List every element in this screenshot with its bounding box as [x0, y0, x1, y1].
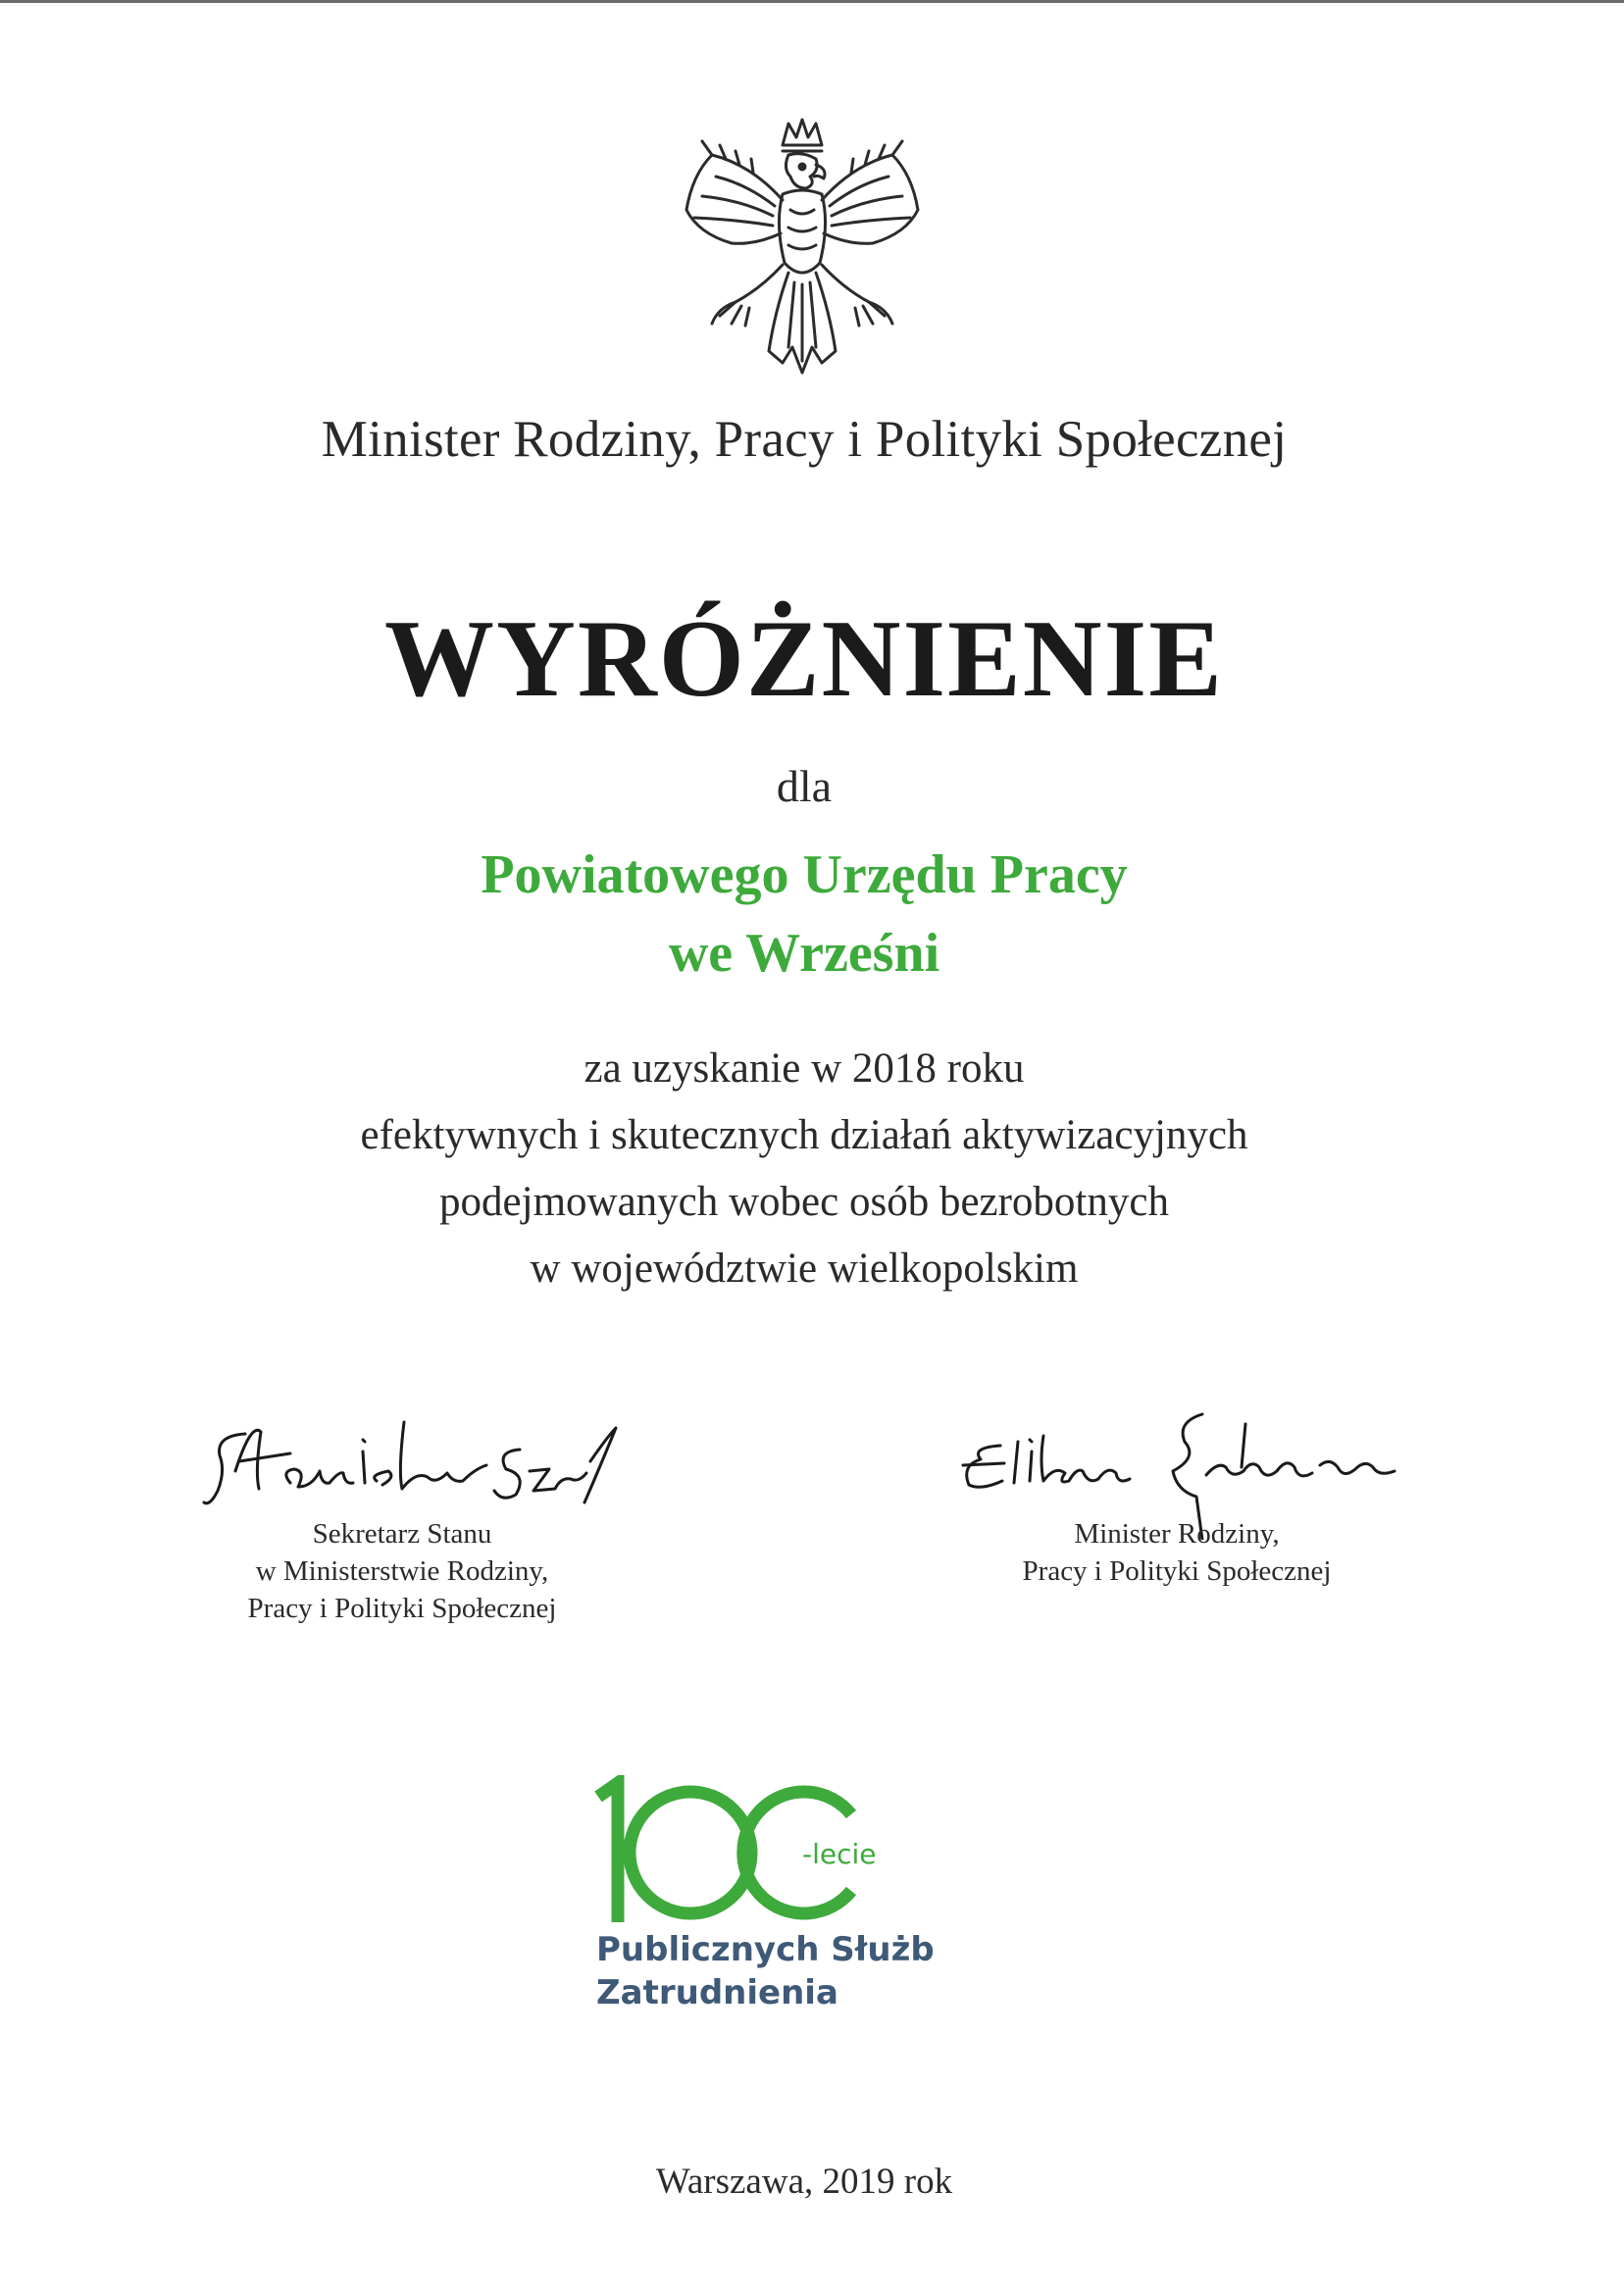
- signature-right-caption: [990, 1515, 1363, 1590]
- signature-left-caption: [206, 1515, 598, 1627]
- logo-100-lecie-icon: [588, 1775, 883, 1932]
- top-border-line: [0, 0, 1624, 3]
- for-word: dla: [776, 761, 833, 811]
- minister-title: Minister Rodziny, Pracy i Polityki Społecznej: [321, 411, 1288, 468]
- caption-line: w Ministerstwie Rodziny,: [255, 1555, 549, 1587]
- caption-line: Sekretarz Stanu: [312, 1518, 492, 1550]
- reason-line-1: za uzyskanie w 2018 roku: [584, 1045, 1025, 1092]
- signature-left-icon: [196, 1412, 628, 1520]
- recipient-line-1: Powiatowego Urzędu Pracy: [481, 844, 1128, 905]
- place-and-date: Warszawa, 2019 rok: [655, 2162, 953, 2202]
- reason-line-2: efektywnych i skutecznych działań aktywizacyjnych: [360, 1112, 1248, 1158]
- logo-line-1: Publicznych Służb: [596, 1930, 935, 1969]
- recipient-line-2: we Wrześni: [668, 923, 940, 984]
- logo-suffix: -lecie: [802, 1838, 877, 1870]
- logo-line-2: Zatrudnienia: [596, 1973, 838, 2012]
- reason-line-4: w województwie wielkopolskim: [530, 1246, 1079, 1292]
- polish-eagle-emblem-icon: [673, 116, 932, 400]
- award-title: WYRÓŻNIENIE: [384, 598, 1224, 720]
- caption-line: Minister Rodziny,: [1074, 1518, 1280, 1550]
- caption-line: Pracy i Polityki Społecznej: [1022, 1555, 1332, 1587]
- caption-line: Pracy i Polityki Społecznej: [247, 1593, 557, 1624]
- reason-line-3: podejmowanych wobec osób bezrobotnych: [439, 1179, 1169, 1225]
